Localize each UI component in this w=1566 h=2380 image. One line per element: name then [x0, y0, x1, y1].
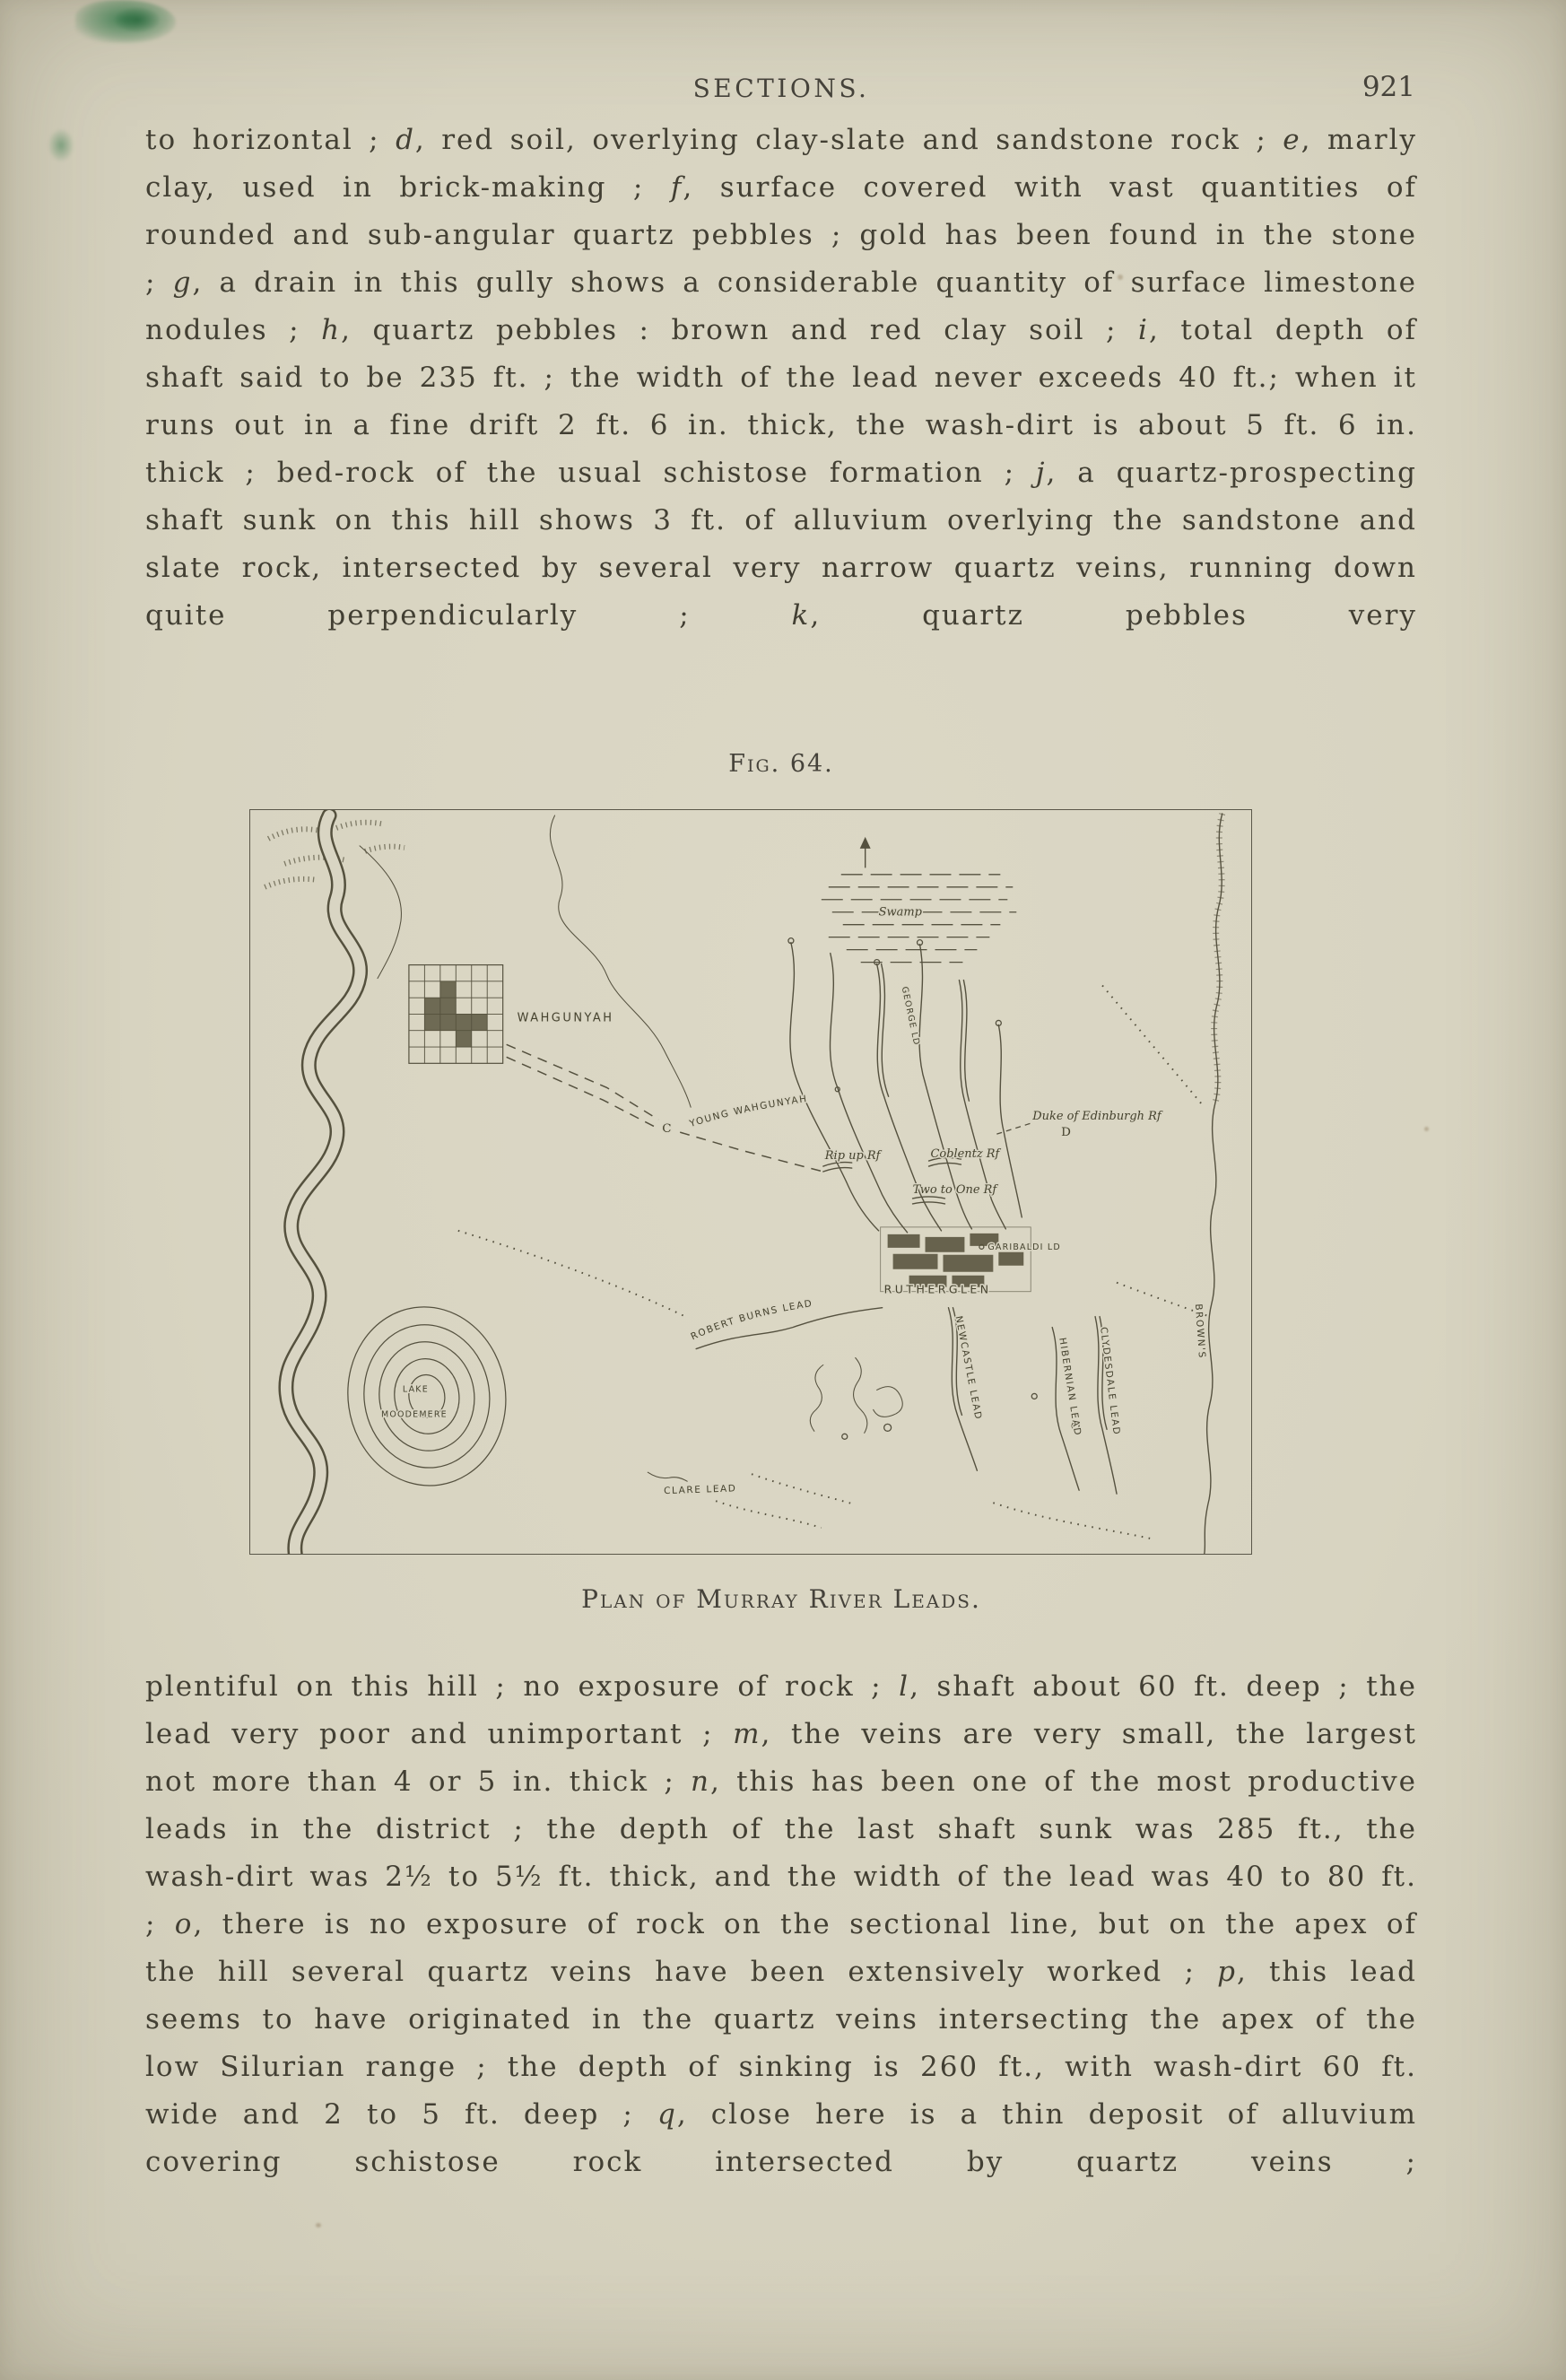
- right-edge-creek: [1205, 814, 1222, 1554]
- map-label-point-c: C: [662, 1122, 672, 1137]
- map-label-clare-lead: CLARE LEAD: [663, 1483, 737, 1497]
- green-stain-small: [48, 129, 74, 161]
- north-arrow-head: [860, 837, 871, 849]
- map-label-point-d: D: [1061, 1126, 1071, 1140]
- map-label-swamp: Swamp: [878, 905, 922, 920]
- map-label-two-to-one-reef: Two to One Rf: [912, 1182, 997, 1197]
- paragraph-bottom: plentiful on this hill ; no exposure of rock ; l, shaft about 60 ft. deep ; the lead very poor and unimportant ; m, the veins are very small, the largest not more than 4 or 5 in. thick ; n, this has been one of the most productive leads in the district ; the depth of the last shaft sunk was 285 ft., the wash-dirt was 2½ to 5½ ft. thick, and the width of the lead was 40 to 80 ft. ; o, there is no exposure of rock on the sectional line, but on the apex of the hill several quartz veins have been extensively worked ; p, this lead seems to have originated in the quartz veins intersecting the apex of the low Silurian range ; the depth of sinking is 260 ft., with wash-dirt 60 ft. wide and 2 to 5 ft. deep ; q, close here is a thin deposit of alluvium covering schistose rock intersected by quartz veins ;: [145, 1670, 1418, 2178]
- running-head: [145, 71, 1417, 113]
- age-spot: [316, 2223, 321, 2227]
- swamp-area: [822, 837, 1016, 963]
- lake-moodemere-contours: [336, 1296, 518, 1495]
- figure-label: Fig. 64.: [728, 750, 834, 778]
- map-label-coblentz-reef: Coblentz Rf: [930, 1147, 1000, 1162]
- map-label-rip-up-reef: Rip up Rf: [824, 1149, 881, 1164]
- murray-river-leads-map: [250, 810, 1251, 1554]
- clare-lead-line: [648, 1472, 822, 1528]
- page-number: 921: [1362, 71, 1415, 103]
- map-label-lake: LAKE: [402, 1384, 429, 1395]
- map-label-browns: BROWN'S: [1192, 1303, 1208, 1360]
- map-label-robert-burns-lead: ROBERT BURNS LEAD: [689, 1298, 814, 1343]
- map-label-newcastle-lead: NEWCASTLE LEAD: [953, 1314, 984, 1422]
- map-label-clydesdale-lead: CLYDESDALE LEAD: [1098, 1326, 1122, 1436]
- wahgunyah-town-grid: [409, 965, 503, 1064]
- map-label-hibernian-lead: HIBERNIAN LEAD: [1057, 1337, 1083, 1437]
- green-stamp-stain: [75, 0, 176, 43]
- dotted-roads: [458, 986, 1210, 1539]
- map-label-rutherglen: RUTHERGLEN: [883, 1282, 992, 1296]
- green-stamp-stain-core: [115, 7, 160, 32]
- svg-text:YOUNG WAHGUNYAH: [688, 1094, 809, 1129]
- murray-river: [286, 815, 361, 1554]
- map-label-duke-of-edinburgh-reef: Duke of Edinburgh Rf: [1032, 1110, 1161, 1124]
- map-label-garibaldi-lead: GARIBALDI LD: [987, 1242, 1061, 1252]
- map-figure: [249, 809, 1252, 1555]
- map-label-wahgunyah: WAHGUNYAH: [517, 1011, 614, 1025]
- map-label-moodemere: MOODEMERE: [380, 1409, 448, 1420]
- paragraph-top: to horizontal ; d, red soil, overlying clay-slate and sandstone rock ; e, marly clay, used in brick-making ; f, surface covered with vast quantities of rounded and sub-angular quartz pebbles ; gold has been found in the stone ; g, a drain in this gully shows a considerable quantity of surface limestone nodules ; h, quartz pebbles : brown and red clay soil ; i, total depth of shaft said to be 235 ft. ; the width of the lead never exceeds 40 ft.; when it runs out in a fine drift 2 ft. 6 in. thick, the wash-dirt is about 5 ft. 6 in. thick ; bed-rock of the usual schistose formation ; j, a quartz-prospecting shaft sunk on this hill shows 3 ft. of alluvium overlying the sandstone and slate rock, intersected by several very narrow quartz veins, running down quite perpendicularly ; k, quartz pebbles very: [145, 124, 1418, 632]
- figure-caption: Plan of Murray River Leads.: [581, 1584, 981, 1614]
- section-heading: SECTIONS.: [692, 74, 870, 103]
- map-label-young-wahgunyah: YOUNG WAHGUNYAH: [688, 1093, 809, 1129]
- age-spot: [1424, 1127, 1429, 1131]
- map-label-george-lead: GEORGE LD: [899, 985, 922, 1047]
